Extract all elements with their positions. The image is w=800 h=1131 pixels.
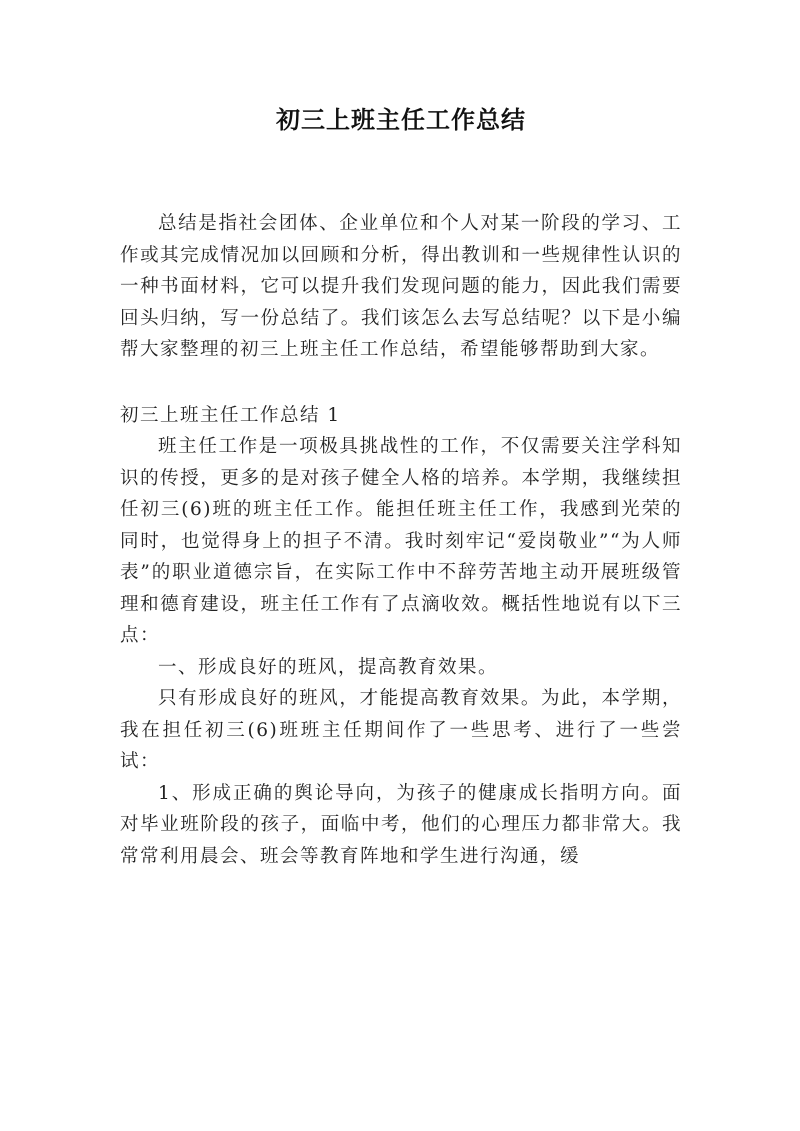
body-paragraph: 一、形成良好的班风，提高教育效果。 [158,656,499,678]
body-paragraph: 班主任工作是一项极具挑战性的工作，不仅需要关注学科知识的传授，更多的是对孩子健全人格的培养。本学期，我继续担任初三(6)班的班主任工作。能担任班主任工作，我感到光荣的同时，也觉得身上的担子不清。我时刻牢记“爱岗敬业”“为人师表”的职业道德宗旨，在实际工作中不辞劳苦地主动开展班级管理和德育建设，班主任工作有了点滴收效。概括性地说有以下三点： [120,436,682,646]
body-paragraph: 只有形成良好的班风，才能提高教育效果。为此，本学期，我在担任初三(6)班班主任期间作了一些思考、进行了一些尝试： [120,688,682,772]
body-paragraph: 1、形成正确的舆论导向，为孩子的健康成长指明方向。面对毕业班阶段的孩子，面临中考，他们的心理压力都非常大。我常常利用晨会、班会等教育阵地和学生进行沟通，缓 [120,782,682,867]
document-title: 初三上班主任工作总结 [276,106,526,134]
section-heading: 初三上班主任工作总结 1 [120,404,341,426]
intro-paragraph: 总结是指社会团体、企业单位和个人对某一阶段的学习、工作或其完成情况加以回顾和分析，得出教训和一些规律性认识的一种书面材料，它可以提升我们发现问题的能力，因此我们需要回头归纳，写一份总结了。我们该怎么去写总结呢？以下是小编帮大家整理的初三上班主任工作总结，希望能够帮助到大家。 [120,213,682,360]
